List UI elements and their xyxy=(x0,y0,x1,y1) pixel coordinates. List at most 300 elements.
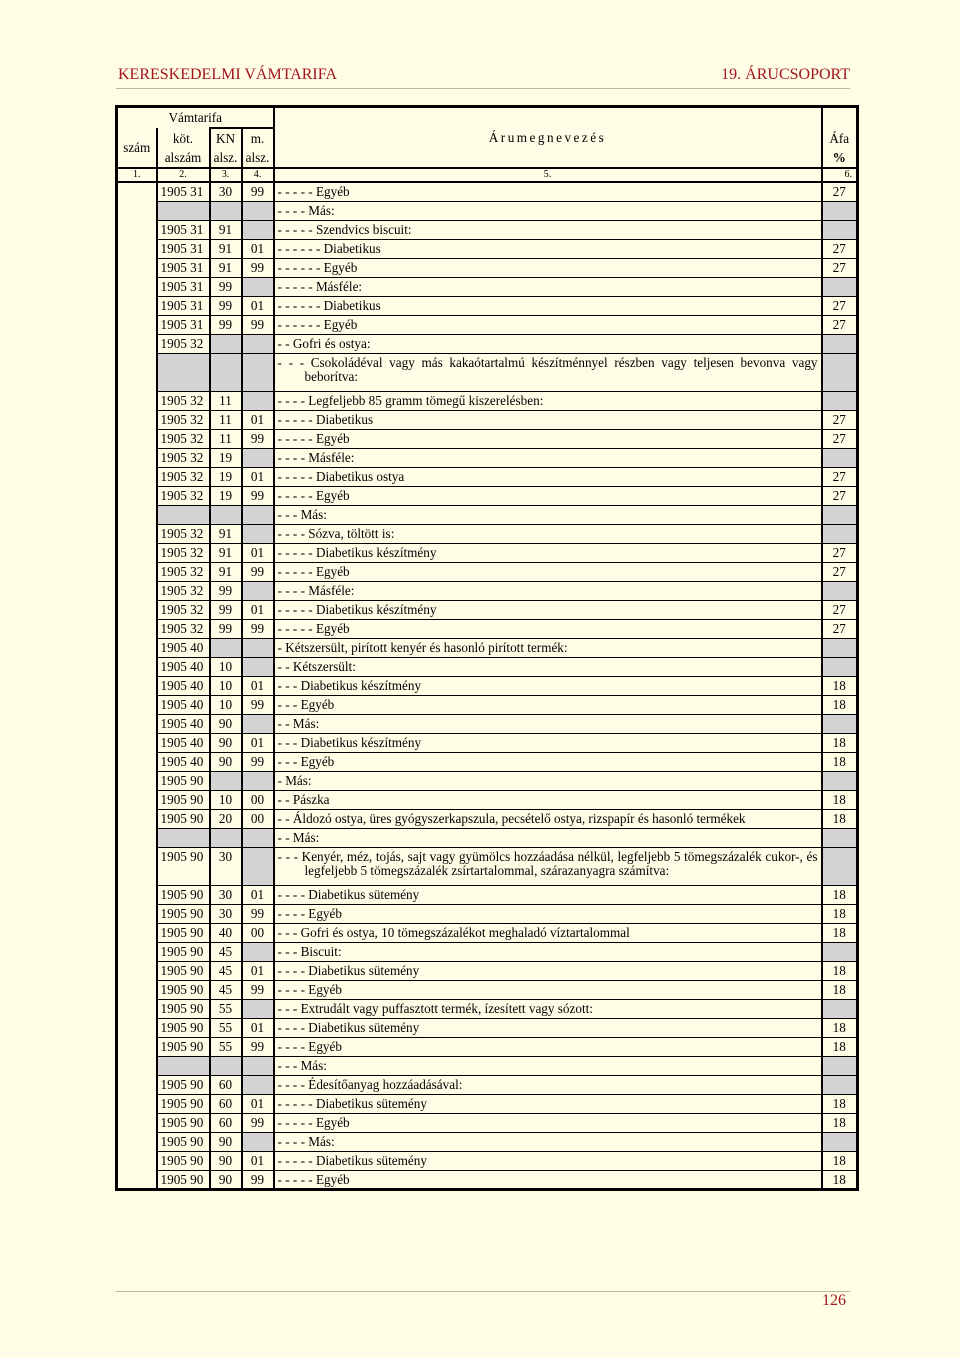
table-row xyxy=(117,1132,858,1151)
cell-description: - - - Biscuit: xyxy=(274,942,822,961)
cell-code: 1905 31 xyxy=(157,315,210,334)
cell-kn: 10 xyxy=(210,657,242,676)
cell-vat: 27 xyxy=(822,486,858,505)
cell-description: - - - - - - Egyéb xyxy=(274,315,822,334)
table-row xyxy=(117,410,858,429)
cell-vat xyxy=(822,581,858,600)
cell-kn xyxy=(210,353,242,391)
table-row xyxy=(117,201,858,220)
column-number: 2. xyxy=(157,168,210,182)
column-header-kot-sub: alszám xyxy=(157,148,210,168)
cell-kn: 19 xyxy=(210,486,242,505)
cell-kn: 90 xyxy=(210,714,242,733)
cell-description: - - - - - Diabetikus készítmény xyxy=(274,600,822,619)
cell-m xyxy=(242,942,274,961)
cell-code: 1905 40 xyxy=(157,714,210,733)
cell-vat: 18 xyxy=(822,885,858,904)
cell-code: 1905 40 xyxy=(157,733,210,752)
cell-kn: 30 xyxy=(210,847,242,885)
table-row xyxy=(117,980,858,999)
table-row xyxy=(117,714,858,733)
header-divider xyxy=(116,88,850,89)
cell-kn: 10 xyxy=(210,790,242,809)
cell-code: 1905 90 xyxy=(157,1037,210,1056)
cell-kn: 91 xyxy=(210,239,242,258)
column-header-afa-sub: % xyxy=(822,148,858,168)
cell-m xyxy=(242,277,274,296)
cell-description: - - - - Másféle: xyxy=(274,581,822,600)
cell-m: 01 xyxy=(242,1151,274,1170)
cell-vat: 18 xyxy=(822,923,858,942)
cell-vat xyxy=(822,657,858,676)
column-number: 6. xyxy=(822,168,858,182)
cell-vat xyxy=(822,714,858,733)
cell-code: 1905 40 xyxy=(157,657,210,676)
cell-m xyxy=(242,657,274,676)
cell-code: 1905 90 xyxy=(157,1018,210,1037)
table-row xyxy=(117,182,858,201)
cell-kn: 99 xyxy=(210,619,242,638)
cell-kn: 30 xyxy=(210,904,242,923)
cell-kn xyxy=(210,828,242,847)
table-row xyxy=(117,942,858,961)
cell-description: - - - - - Diabetikus készítmény xyxy=(274,543,822,562)
cell-vat: 18 xyxy=(822,1037,858,1056)
cell-m: 99 xyxy=(242,258,274,277)
cell-m: 99 xyxy=(242,980,274,999)
cell-vat xyxy=(822,999,858,1018)
cell-m xyxy=(242,524,274,543)
cell-m: 00 xyxy=(242,809,274,828)
cell-kn: 99 xyxy=(210,581,242,600)
cell-kn xyxy=(210,334,242,353)
table-row xyxy=(117,1113,858,1132)
cell-m xyxy=(242,220,274,239)
table-row xyxy=(117,1037,858,1056)
column-header-afa: Áfa xyxy=(822,128,858,148)
cell-m xyxy=(242,714,274,733)
cell-vat xyxy=(822,524,858,543)
cell-m: 99 xyxy=(242,1037,274,1056)
cell-code: 1905 32 xyxy=(157,391,210,410)
cell-description: - - Más: xyxy=(274,714,822,733)
cell-kn: 19 xyxy=(210,448,242,467)
cell-code: 1905 32 xyxy=(157,448,210,467)
cell-vat: 18 xyxy=(822,695,858,714)
column-header-afa-spacer xyxy=(822,107,858,129)
column-header-m: m. xyxy=(242,128,274,148)
cell-vat: 27 xyxy=(822,429,858,448)
cell-description: - - - - Sózva, töltött is: xyxy=(274,524,822,543)
cell-m xyxy=(242,448,274,467)
cell-code xyxy=(157,505,210,524)
cell-description: - - - Egyéb xyxy=(274,695,822,714)
cell-code: 1905 31 xyxy=(157,220,210,239)
cell-m xyxy=(242,771,274,790)
cell-m xyxy=(242,353,274,391)
column-header-szam: szám xyxy=(117,128,157,168)
cell-vat: 18 xyxy=(822,752,858,771)
cell-m: 01 xyxy=(242,296,274,315)
cell-m xyxy=(242,391,274,410)
table-row xyxy=(117,923,858,942)
cell-kn: 10 xyxy=(210,695,242,714)
cell-description: - - - - Édesítőanyag hozzáadásával: xyxy=(274,1075,822,1094)
cell-code: 1905 90 xyxy=(157,1113,210,1132)
cell-vat: 18 xyxy=(822,790,858,809)
cell-vat xyxy=(822,828,858,847)
cell-description: - Kétszersült, pirított kenyér és hasonló pirított termék: xyxy=(274,638,822,657)
cell-description: - - - - - Diabetikus xyxy=(274,410,822,429)
cell-code xyxy=(157,353,210,391)
cell-vat: 27 xyxy=(822,467,858,486)
table-row xyxy=(117,486,858,505)
cell-description: - - - Más: xyxy=(274,505,822,524)
cell-kn: 30 xyxy=(210,182,242,201)
cell-vat: 18 xyxy=(822,1018,858,1037)
cell-description: - - - - Diabetikus sütemény xyxy=(274,1018,822,1037)
cell-m xyxy=(242,201,274,220)
cell-code: 1905 32 xyxy=(157,486,210,505)
table-row xyxy=(117,619,858,638)
cell-m: 99 xyxy=(242,619,274,638)
table-row xyxy=(117,600,858,619)
cell-m: 00 xyxy=(242,923,274,942)
cell-description: - Más: xyxy=(274,771,822,790)
cell-code: 1905 32 xyxy=(157,600,210,619)
page-number: 126 xyxy=(822,1292,846,1309)
cell-kn: 10 xyxy=(210,676,242,695)
cell-code: 1905 31 xyxy=(157,182,210,201)
column-number: 5. xyxy=(274,168,822,182)
table-row xyxy=(117,220,858,239)
cell-description: - - - - Diabetikus sütemény xyxy=(274,885,822,904)
cell-description: - - - - - Egyéb xyxy=(274,1170,822,1189)
cell-vat: 27 xyxy=(822,296,858,315)
cell-code: 1905 90 xyxy=(157,904,210,923)
cell-m: 01 xyxy=(242,1094,274,1113)
column-header-kn: KN xyxy=(210,128,242,148)
table-row xyxy=(117,1018,858,1037)
cell-description: - - - - Egyéb xyxy=(274,904,822,923)
cell-description: - - Más: xyxy=(274,828,822,847)
cell-description: - - - - - - Egyéb xyxy=(274,258,822,277)
cell-vat: 18 xyxy=(822,1094,858,1113)
cell-vat: 27 xyxy=(822,410,858,429)
cell-m: 99 xyxy=(242,1170,274,1189)
cell-kn: 99 xyxy=(210,296,242,315)
cell-m: 99 xyxy=(242,752,274,771)
cell-description: - - - - Más: xyxy=(274,201,822,220)
cell-code: 1905 32 xyxy=(157,581,210,600)
column-number: 1. xyxy=(117,168,157,182)
cell-kn: 60 xyxy=(210,1113,242,1132)
cell-m xyxy=(242,1075,274,1094)
cell-code: 1905 90 xyxy=(157,1170,210,1189)
table-row xyxy=(117,695,858,714)
table-row xyxy=(117,448,858,467)
cell-code: 1905 90 xyxy=(157,809,210,828)
cell-vat xyxy=(822,391,858,410)
cell-m xyxy=(242,847,274,885)
cell-description: - - Kétszersült: xyxy=(274,657,822,676)
cell-kn: 11 xyxy=(210,429,242,448)
cell-code: 1905 32 xyxy=(157,543,210,562)
cell-kn: 90 xyxy=(210,752,242,771)
table-row xyxy=(117,239,858,258)
cell-kn: 45 xyxy=(210,961,242,980)
cell-m: 01 xyxy=(242,1018,274,1037)
table-row xyxy=(117,904,858,923)
cell-kn: 40 xyxy=(210,923,242,942)
cell-vat xyxy=(822,505,858,524)
cell-vat: 18 xyxy=(822,809,858,828)
cell-m: 99 xyxy=(242,182,274,201)
table-row xyxy=(117,752,858,771)
cell-vat xyxy=(822,220,858,239)
cell-vat: 27 xyxy=(822,562,858,581)
cell-description: - - - - Legfeljebb 85 gramm tömegű kiszerelésben: xyxy=(274,391,822,410)
cell-code: 1905 90 xyxy=(157,1132,210,1151)
cell-code: 1905 32 xyxy=(157,467,210,486)
cell-code: 1905 32 xyxy=(157,524,210,543)
cell-description: - - - - - Diabetikus sütemény xyxy=(274,1151,822,1170)
cell-description: - - - - - Másféle: xyxy=(274,277,822,296)
cell-vat: 27 xyxy=(822,182,858,201)
table-row xyxy=(117,429,858,448)
table-row xyxy=(117,885,858,904)
cell-m: 99 xyxy=(242,695,274,714)
cell-code: 1905 32 xyxy=(157,619,210,638)
cell-code: 1905 90 xyxy=(157,942,210,961)
cell-kn: 11 xyxy=(210,410,242,429)
cell-code: 1905 31 xyxy=(157,296,210,315)
cell-vat: 18 xyxy=(822,980,858,999)
cell-description: - - - Kenyér, méz, tojás, sajt vagy gyümölcs hozzáadása nélkül, legfeljebb 5 tömegszázalék cukor-, és legfeljebb 5 tömegszázalék zsírtartalommal, szárazanyagra számítva: xyxy=(274,847,822,885)
cell-description: - - - - - Egyéb xyxy=(274,1113,822,1132)
table-row xyxy=(117,391,858,410)
cell-description: - - - - - Egyéb xyxy=(274,429,822,448)
table-row xyxy=(117,999,858,1018)
cell-m: 99 xyxy=(242,562,274,581)
table-row xyxy=(117,676,858,695)
cell-kn: 91 xyxy=(210,543,242,562)
cell-code: 1905 90 xyxy=(157,885,210,904)
tariff-rows xyxy=(117,182,858,1189)
cell-vat xyxy=(822,638,858,657)
cell-m xyxy=(242,999,274,1018)
cell-code: 1905 40 xyxy=(157,695,210,714)
cell-vat xyxy=(822,201,858,220)
cell-vat xyxy=(822,1132,858,1151)
table-row xyxy=(117,847,858,885)
footer-divider xyxy=(116,1291,850,1292)
cell-kn: 90 xyxy=(210,733,242,752)
table-row xyxy=(117,277,858,296)
table-row xyxy=(117,315,858,334)
document-header-section: 19. ÁRUCSOPORT xyxy=(721,66,850,83)
cell-kn: 60 xyxy=(210,1075,242,1094)
cell-kn: 55 xyxy=(210,1018,242,1037)
table-row xyxy=(117,353,858,391)
cell-vat: 18 xyxy=(822,1170,858,1189)
cell-m xyxy=(242,505,274,524)
cell-vat xyxy=(822,1056,858,1075)
cell-m xyxy=(242,334,274,353)
cell-vat xyxy=(822,277,858,296)
cell-kn: 20 xyxy=(210,809,242,828)
cell-description: - - - - Diabetikus sütemény xyxy=(274,961,822,980)
table-row xyxy=(117,562,858,581)
cell-m: 01 xyxy=(242,239,274,258)
column-header-name: Árumegnevezés xyxy=(274,107,822,169)
cell-description: - - - - - Egyéb xyxy=(274,486,822,505)
cell-description: - - - - Egyéb xyxy=(274,1037,822,1056)
cell-kn: 99 xyxy=(210,277,242,296)
cell-code: 1905 32 xyxy=(157,562,210,581)
cell-kn: 99 xyxy=(210,600,242,619)
cell-kn: 91 xyxy=(210,220,242,239)
cell-description: - - - Diabetikus készítmény xyxy=(274,733,822,752)
cell-vat: 18 xyxy=(822,676,858,695)
cell-vat: 27 xyxy=(822,619,858,638)
table-row xyxy=(117,1151,858,1170)
cell-kn xyxy=(210,1056,242,1075)
cell-code: 1905 90 xyxy=(157,1094,210,1113)
cell-code: 1905 40 xyxy=(157,638,210,657)
column-number: 4. xyxy=(242,168,274,182)
cell-code: 1905 32 xyxy=(157,334,210,353)
table-row xyxy=(117,467,858,486)
cell-m: 01 xyxy=(242,961,274,980)
cell-vat: 27 xyxy=(822,543,858,562)
cell-m: 01 xyxy=(242,410,274,429)
cell-description: - - - - - Egyéb xyxy=(274,562,822,581)
cell-code: 1905 90 xyxy=(157,847,210,885)
column-header-kot: köt. xyxy=(157,128,210,148)
table-row xyxy=(117,790,858,809)
table-row xyxy=(117,771,858,790)
cell-code: 1905 90 xyxy=(157,923,210,942)
cell-code: 1905 32 xyxy=(157,429,210,448)
cell-code xyxy=(157,201,210,220)
cell-m xyxy=(242,638,274,657)
table-row xyxy=(117,1056,858,1075)
table-row xyxy=(117,1170,858,1189)
cell-m: 01 xyxy=(242,467,274,486)
cell-kn: 91 xyxy=(210,562,242,581)
cell-description: - - - - - Diabetikus ostya xyxy=(274,467,822,486)
cell-description: - - - - Egyéb xyxy=(274,980,822,999)
cell-kn: 45 xyxy=(210,980,242,999)
cell-description: - - - Egyéb xyxy=(274,752,822,771)
table-row xyxy=(117,638,858,657)
cell-vat xyxy=(822,334,858,353)
cell-description: - - - - - - Diabetikus xyxy=(274,239,822,258)
cell-m xyxy=(242,1056,274,1075)
cell-description: - - - - - - Diabetikus xyxy=(274,296,822,315)
table-row xyxy=(117,543,858,562)
cell-vat xyxy=(822,942,858,961)
cell-description: - - Gofri és ostya: xyxy=(274,334,822,353)
cell-code: 1905 90 xyxy=(157,961,210,980)
table-row xyxy=(117,505,858,524)
cell-kn: 90 xyxy=(210,1151,242,1170)
table-row xyxy=(117,1075,858,1094)
cell-m xyxy=(242,581,274,600)
cell-kn: 55 xyxy=(210,1037,242,1056)
cell-code: 1905 31 xyxy=(157,258,210,277)
cell-kn: 91 xyxy=(210,524,242,543)
row-spacer xyxy=(117,182,157,1189)
cell-kn xyxy=(210,638,242,657)
cell-code: 1905 90 xyxy=(157,980,210,999)
cell-m: 01 xyxy=(242,543,274,562)
cell-vat: 18 xyxy=(822,1151,858,1170)
cell-kn: 90 xyxy=(210,1132,242,1151)
cell-description: - - - - - Diabetikus sütemény xyxy=(274,1094,822,1113)
cell-code: 1905 90 xyxy=(157,790,210,809)
cell-code xyxy=(157,828,210,847)
cell-description: - - - Extrudált vagy puffasztott termék, ízesített vagy sózott: xyxy=(274,999,822,1018)
cell-vat xyxy=(822,353,858,391)
table-row xyxy=(117,828,858,847)
cell-code: 1905 40 xyxy=(157,752,210,771)
tariff-table xyxy=(115,105,859,1191)
cell-m: 99 xyxy=(242,904,274,923)
cell-kn: 60 xyxy=(210,1094,242,1113)
cell-code: 1905 90 xyxy=(157,771,210,790)
cell-m: 01 xyxy=(242,885,274,904)
column-header-kn-sub: alsz. xyxy=(210,148,242,168)
column-number: 3. xyxy=(210,168,242,182)
cell-description: - - - Csokoládéval vagy más kakaótartalmú készítménnyel részben vagy teljesen bevonva vagy beborítva: xyxy=(274,353,822,391)
table-row xyxy=(117,524,858,543)
cell-vat xyxy=(822,448,858,467)
cell-kn: 19 xyxy=(210,467,242,486)
cell-m: 99 xyxy=(242,486,274,505)
cell-description: - - - Más: xyxy=(274,1056,822,1075)
cell-vat: 18 xyxy=(822,733,858,752)
cell-vat: 27 xyxy=(822,315,858,334)
cell-code: 1905 40 xyxy=(157,676,210,695)
table-row xyxy=(117,581,858,600)
cell-vat: 18 xyxy=(822,904,858,923)
cell-m: 01 xyxy=(242,676,274,695)
cell-description: - - - - - Egyéb xyxy=(274,182,822,201)
table-row xyxy=(117,334,858,353)
cell-m xyxy=(242,828,274,847)
cell-code: 1905 90 xyxy=(157,999,210,1018)
cell-kn: 55 xyxy=(210,999,242,1018)
cell-m: 99 xyxy=(242,315,274,334)
cell-m: 00 xyxy=(242,790,274,809)
cell-vat: 27 xyxy=(822,258,858,277)
cell-kn: 99 xyxy=(210,315,242,334)
cell-code xyxy=(157,1056,210,1075)
cell-vat: 18 xyxy=(822,1113,858,1132)
cell-description: - - Áldozó ostya, üres gyógyszerkapszula, pecsételő ostya, rizspapír és hasonló termékek xyxy=(274,809,822,828)
table-row xyxy=(117,657,858,676)
cell-description: - - - - - Szendvics biscuit: xyxy=(274,220,822,239)
cell-m: 01 xyxy=(242,733,274,752)
cell-kn: 11 xyxy=(210,391,242,410)
cell-vat: 27 xyxy=(822,239,858,258)
cell-kn: 91 xyxy=(210,258,242,277)
cell-description: - - - Gofri és ostya, 10 tömegszázalékot meghaladó víztartalommal xyxy=(274,923,822,942)
cell-description: - - - - Más: xyxy=(274,1132,822,1151)
cell-description: - - - Diabetikus készítmény xyxy=(274,676,822,695)
